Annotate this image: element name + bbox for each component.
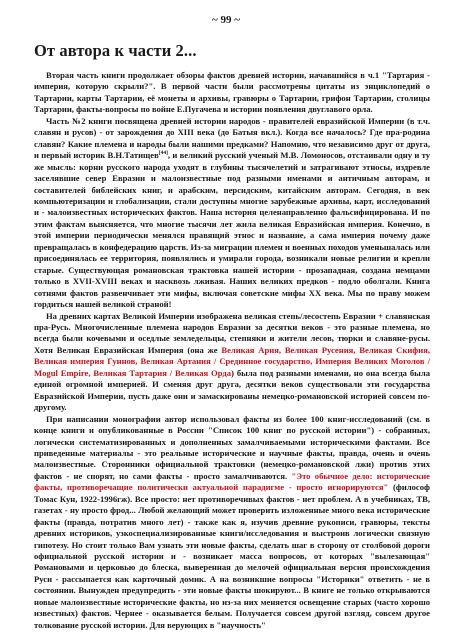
- text-run: При написании монографии автор использовал факты из более 100 книг-исследований (см. в конце книги и опубликованные в России "Список 100 книг по русской истории") - собранных, логически систематизированных и дополненных замалчиваемыми историческими фактами. Все приведенные материалы - это реальные исторические и научные факты, правда, очень и очень малоизвестные. Сторонники официальной трактовки (немецко-романовской лжи) против этих фактов - не спорят, но сами факты - просто замалчиваются.: [34, 413, 430, 481]
- body-text: [34, 70, 430, 631]
- text-run: Вторая часть книги продолжает обзоры фактов древней истории, начавшийся в ч.1 "Тартария - империя, которую скрыли?". В первой части были рассмотрены цитаты из энциклопедий о Тартарии, карты Тартарии, её монеты и архивы, гравюры о Тартарии, грифон Тартарии, столицы Тартарии, факты-вопросы по войне Е.Пугачева и истории появления двуглавого орла.: [34, 70, 430, 115]
- text-run: (философ Томас Кун, 1922-1996гж). Все просто: нет противоречивых фактов - нет проблем. А в учебниках, ТВ, газетах - ну просто фрод... Любой желающий может проверить изложенные много века исторические факты (правда, потратив много лет) - также как я, изучив древние рукописи, гравюры, тексты древних историков, узкоспециализированные книги/исследования и выстроив логически связную гипотезу. Но стоит только Вам узнать эти новые факты, сделать шаг в сторону от столбовой дороги официальной русской истории и - возникает масса вопросов, от которых "вылезающая" Романовыми и церковью до блеска, выверенная до мелочей официальная версия происхождения Руси - рассыпается как карточный домик. А на возникшие вопросы "Историки" ответить - не в состоянии. Вынужден предупредить - эти новые факты шокируют... В книге не только открываются новые малоизвестные исторические факты, но из-за них меняется освещение старых (часто хорошо известных) фактов. Чернее - оказывается белым. Получается совсем другой взгляд, совсем другое толкование русской истории. Для верующих в "научность": [34, 482, 430, 630]
- chapter-title: От автора к части 2...: [34, 41, 197, 60]
- paragraph: [34, 414, 430, 632]
- paragraph: [34, 116, 430, 311]
- page-number: ~ 99 ~: [212, 14, 240, 26]
- text-run: Часть №2 книги посвящена древней истории народов - правителей евразийской Империи (в т.ч. славян и русов) - от зарождения до XIII века (до Батыя вкл.). Когда все началось? Где пра-родина славян? Какие племена и народы были нашими предками? Напомню, что независимо друг от друга, и первый историк В.Н.Татищев: [34, 115, 430, 161]
- paragraph: [34, 311, 430, 414]
- paragraph: [34, 70, 430, 116]
- footnote-ref: [44]: [158, 150, 168, 157]
- highlighted-text: Великая Ария, Великая Русения, Великая Скифия, Великая империя Гуннов, Великая Артания / Срединное государство, Империя Великих Моголов / Mogul Empire, Великая Тартария / Великая Орда: [34, 344, 430, 378]
- text-run: На древних картах Великой Империи изображена великая степь/лесостепь Евразии + славянская пра-Русь. Многочисленные племена народов Евразии за десятки веков - это разные племена, но всегда были кочевыми и оседлые земледельцы, степняки и жители лесов, тюрки и славяне-русы. Хотя Великая Евразийская Империя (она же: [34, 310, 430, 355]
- text-run: ) была под разными именами, но она всегда была единой огромной империей. И сменяя друг друга, десятки веков существовали эти государства Евразийской Империи, пусть даже они и замаскированы немецко-романовской историей совсем по-другому.: [34, 367, 431, 413]
- text-run: , и великий русский ученый М.В. Ломоносов, отстаивали одну и ту же мысль: корни русского народа уходят в глубины тысячелетий и затрагивают этносы, издревле заселявшие север Евразии и малоизвестные под разными именами и античным авторам, и составителей библейских книг, и арабским, персидским, китайским авторам. Сегодня, в век компьютеризации и глобализации, стали доступны многие зарубежные архивы, карт, исследований и - малоизвестных исторических фактов. Наша история целенаправленно фальсифицирована. И по этим фактам выясняется, что многие тысячи лет жила великая Евразийская империя. Конечно, в этой империи периодически менялся правящий этнос и название, а сама империя почему даже превращалась в конфедерацию царств. Из-за миграции племен и военных походов уменьшалась или присоединялась ее территория, появлялись и умирали города, возникали новые религии и крепли старые. Существующая романовская трактовка нашей истории - прозападная, создана немцами только в XVII-XVIII веках и насквозь лживая. Наших великих предков - подло оболгали. Книга сотнями фактов развенчивает эти мифы, включая советские мифы XX века. Мы по праву можем гордиться нашей великой страной!: [34, 150, 430, 310]
- highlighted-text: "Это обычное дело: исторические факты, противоречащие политически актуальной парадигме - просто игнорируются": [34, 470, 430, 493]
